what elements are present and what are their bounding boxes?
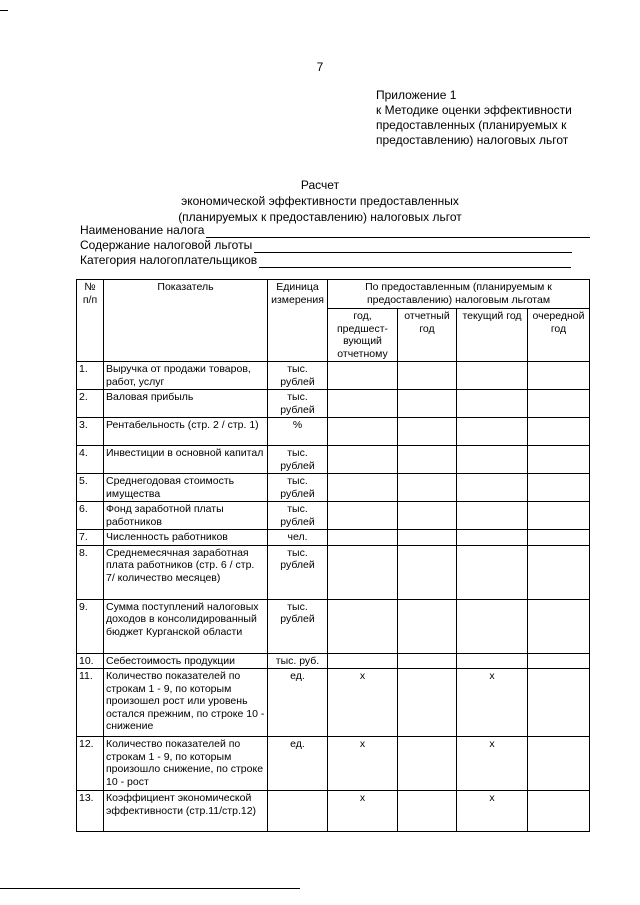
appendix-line-2: к Методике оценки эффективности — [376, 103, 572, 117]
row-num: 5. — [77, 474, 104, 502]
tax-name-field — [80, 223, 590, 238]
row-indicator: Сумма поступлений налоговых доходов в консолидированный бюджет Курганской области — [104, 599, 268, 653]
row-current-year[interactable] — [457, 362, 528, 390]
tax-name-label: Наименование налога — [80, 223, 205, 237]
row-indicator: Численность работников — [104, 530, 268, 546]
row-current-year[interactable] — [457, 390, 528, 418]
row-num: 7. — [77, 530, 104, 546]
row-current-year[interactable] — [457, 474, 528, 502]
appendix-block — [376, 88, 572, 148]
row-unit: тыс. рублей — [268, 474, 328, 502]
row-reporting-year[interactable] — [398, 446, 457, 474]
taxpayer-category-label: Категория налогоплательщиков — [80, 253, 258, 267]
title-line-3: (планируемых к предоставлению) налоговых льгот — [178, 210, 462, 224]
page-number: 7 — [316, 60, 324, 74]
row-reporting-year[interactable] — [398, 669, 457, 737]
table-row — [77, 390, 590, 418]
row-indicator: Количество показателей по строкам 1 - 9, по которым произошло снижение, по строке 10 - рост — [104, 737, 268, 791]
header-num: № п/п — [77, 280, 104, 362]
row-num: 13. — [77, 791, 104, 832]
row-year-before[interactable] — [328, 362, 398, 390]
row-indicator: Фонд заработной платы работников — [104, 502, 268, 530]
row-current-year[interactable] — [457, 545, 528, 599]
row-year-before[interactable] — [328, 474, 398, 502]
taxpayer-category-blank[interactable] — [259, 256, 571, 268]
row-next-year[interactable] — [528, 545, 590, 599]
row-indicator: Рентабельность (стр. 2 / стр. 1) — [104, 418, 268, 446]
row-num: 9. — [77, 599, 104, 653]
table-row — [77, 669, 590, 737]
row-next-year[interactable] — [528, 474, 590, 502]
row-next-year[interactable] — [528, 418, 590, 446]
row-unit: тыс. рублей — [268, 446, 328, 474]
taxpayer-category-field — [80, 253, 590, 268]
benefit-content-label: Содержание налоговой льготы — [80, 238, 253, 252]
row-num: 4. — [77, 446, 104, 474]
row-current-year[interactable] — [457, 502, 528, 530]
table-row — [77, 418, 590, 446]
row-reporting-year[interactable] — [398, 474, 457, 502]
row-unit: ед. — [268, 669, 328, 737]
row-unit: тыс. рублей — [268, 545, 328, 599]
header-current-year: текущий год — [457, 309, 528, 362]
row-unit: тыс. рублей — [268, 362, 328, 390]
row-indicator: Валовая прибыль — [104, 390, 268, 418]
row-current-year[interactable]: х — [457, 737, 528, 791]
row-reporting-year[interactable] — [398, 530, 457, 546]
row-current-year[interactable] — [457, 418, 528, 446]
title-line-2: экономической эффективности предоставленных — [181, 194, 459, 208]
row-indicator: Количество показателей по строкам 1 - 9, по которым произошел рост или уровень остался прежним, по строке 10 - снижение — [104, 669, 268, 737]
row-next-year[interactable] — [528, 669, 590, 737]
row-unit: % — [268, 418, 328, 446]
header-indicator: Показатель — [104, 280, 268, 362]
table-row — [77, 791, 590, 832]
header-fields — [80, 223, 590, 268]
row-next-year[interactable] — [528, 530, 590, 546]
efficiency-table — [76, 279, 590, 832]
row-reporting-year[interactable] — [398, 502, 457, 530]
table-row — [77, 446, 590, 474]
row-indicator: Коэффициент экономической эффективности (стр.11/стр.12) — [104, 791, 268, 832]
title-line-1: Расчет — [300, 178, 340, 192]
row-year-before[interactable] — [328, 446, 398, 474]
row-current-year[interactable] — [457, 530, 528, 546]
row-year-before[interactable]: х — [328, 791, 398, 832]
tax-name-blank[interactable] — [206, 226, 590, 238]
row-reporting-year[interactable] — [398, 418, 457, 446]
row-unit: чел. — [268, 530, 328, 546]
row-num: 8. — [77, 545, 104, 599]
scan-edge-mark — [0, 10, 8, 11]
header-group: По предоставленным (планируемым к предоставлению) налоговым льготам — [328, 280, 590, 309]
row-num: 10. — [77, 653, 104, 669]
header-unit: Единица измерения — [268, 280, 328, 362]
row-next-year[interactable] — [528, 390, 590, 418]
row-reporting-year[interactable] — [398, 791, 457, 832]
table-row — [77, 474, 590, 502]
row-next-year[interactable] — [528, 599, 590, 653]
row-indicator: Инвестиции в основной капитал — [104, 446, 268, 474]
row-next-year[interactable] — [528, 737, 590, 791]
row-next-year[interactable] — [528, 791, 590, 832]
table-row — [77, 362, 590, 390]
table-row — [77, 737, 590, 791]
row-unit: ед. — [268, 737, 328, 791]
row-year-before[interactable] — [328, 599, 398, 653]
row-year-before[interactable] — [328, 530, 398, 546]
row-next-year[interactable] — [528, 362, 590, 390]
row-next-year[interactable] — [528, 446, 590, 474]
row-indicator: Выручка от продажи товаров, работ, услуг — [104, 362, 268, 390]
row-current-year[interactable]: х — [457, 669, 528, 737]
row-num: 12. — [77, 737, 104, 791]
row-unit — [268, 791, 328, 832]
header-year-before: год, предшест-вующий отчетному — [328, 309, 398, 362]
table-row — [77, 545, 590, 599]
appendix-line-3: предоставленных (планируемых к — [376, 118, 567, 132]
row-current-year[interactable] — [457, 446, 528, 474]
row-year-before[interactable]: х — [328, 669, 398, 737]
row-num: 3. — [77, 418, 104, 446]
benefit-content-blank[interactable] — [254, 241, 572, 253]
row-current-year[interactable] — [457, 599, 528, 653]
row-indicator: Среднегодовая стоимость имущества — [104, 474, 268, 502]
row-num: 2. — [77, 390, 104, 418]
row-num: 1. — [77, 362, 104, 390]
header-next-year: очередной год — [528, 309, 590, 362]
row-year-before[interactable] — [328, 545, 398, 599]
row-year-before[interactable] — [328, 418, 398, 446]
row-next-year[interactable] — [528, 502, 590, 530]
row-next-year[interactable] — [528, 653, 590, 669]
row-year-before[interactable] — [328, 502, 398, 530]
row-indicator: Себестоимость продукции — [104, 653, 268, 669]
row-year-before[interactable]: х — [328, 737, 398, 791]
row-current-year[interactable] — [457, 653, 528, 669]
header-reporting-year: отчетный год — [398, 309, 457, 362]
row-num: 11. — [77, 669, 104, 737]
row-indicator: Среднемесячная заработная плата работников (стр. 6 / стр. 7/ количество месяцев) — [104, 545, 268, 599]
benefit-content-field — [80, 238, 590, 253]
row-reporting-year[interactable] — [398, 390, 457, 418]
table-row — [77, 530, 590, 546]
footer-divider — [0, 888, 300, 889]
row-reporting-year[interactable] — [398, 599, 457, 653]
row-num: 6. — [77, 502, 104, 530]
document-title — [0, 177, 640, 225]
row-unit: тыс. руб. — [268, 653, 328, 669]
row-year-before[interactable] — [328, 653, 398, 669]
row-current-year[interactable]: х — [457, 791, 528, 832]
table-row — [77, 653, 590, 669]
appendix-line-1: Приложение 1 — [376, 88, 457, 102]
table-row — [77, 599, 590, 653]
appendix-line-4: предоставлению) налоговых льгот — [376, 133, 569, 147]
row-reporting-year[interactable] — [398, 737, 457, 791]
row-year-before[interactable] — [328, 390, 398, 418]
row-unit: тыс. рублей — [268, 599, 328, 653]
row-reporting-year[interactable] — [398, 362, 457, 390]
row-unit: тыс. рублей — [268, 390, 328, 418]
table-row — [77, 502, 590, 530]
row-unit: тыс. рублей — [268, 502, 328, 530]
row-reporting-year[interactable] — [398, 545, 457, 599]
row-reporting-year[interactable] — [398, 653, 457, 669]
